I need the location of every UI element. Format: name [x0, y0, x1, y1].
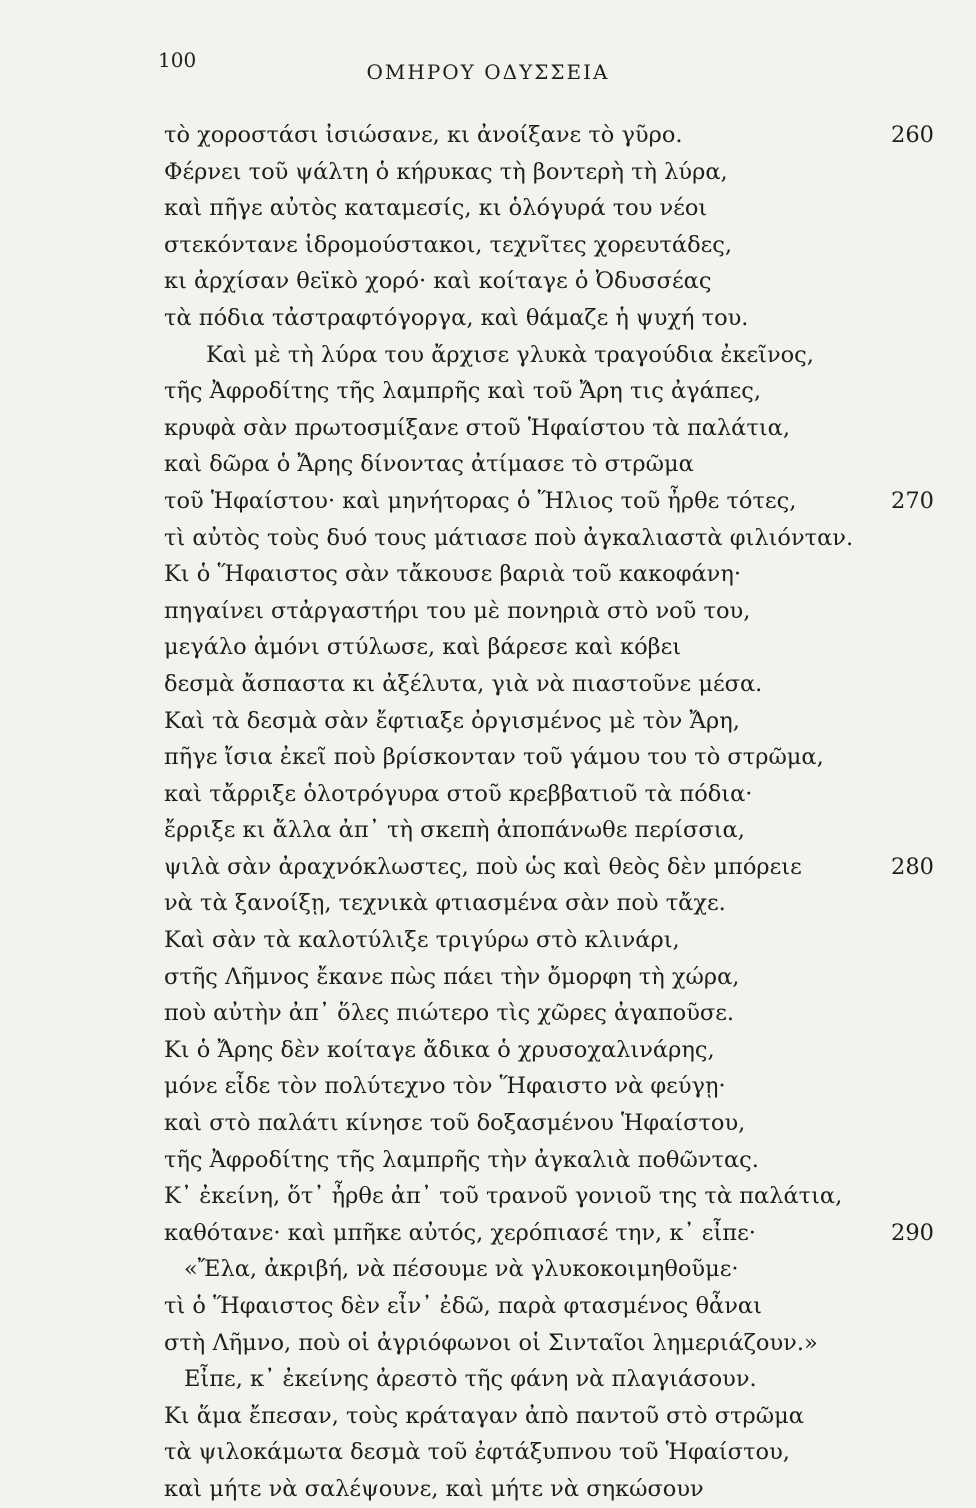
verse-text: καὶ πῆγε αὐτὸς καταμεσίς, κι ὁλόγυρά του νέοι	[164, 195, 708, 222]
verse-text: στὴ Λῆμνο, ποὺ οἱ ἀγριόφωνοι οἱ Σινταῖοι λημεριάζουν.»	[164, 1329, 818, 1356]
verse-line	[164, 117, 944, 154]
verse-text: στῆς Λῆμνος ἔκανε πὼς πάει τὴν ὄμορφη τὴ χώρα,	[164, 963, 740, 990]
verse-text: δεσμὰ ἄσπαστα κι ἀξέλυτα, γιὰ νὰ πιαστοῦνε μέσα.	[164, 670, 763, 697]
verse-text: ψιλὰ σὰν ἀραχνόκλωστες, ποὺ ὡς καὶ θεὸς δὲν μπόρειε	[164, 853, 802, 880]
page-number: 100	[158, 48, 197, 72]
verse-line	[164, 190, 944, 227]
verse-line	[164, 1251, 944, 1288]
verse-line	[164, 1325, 944, 1362]
verse-line	[164, 739, 944, 776]
verse-text: Κ᾽ ἐκείνη, ὅτ᾽ ἦρθε ἀπ᾽ τοῦ τρανοῦ γονιοῦ της τὰ παλάτια,	[164, 1183, 843, 1210]
verse-text: μόνε εἶδε τὸν πολύτεχνο τὸν Ἥφαιστο νὰ φεύγῃ·	[164, 1073, 726, 1100]
verse-line	[164, 1178, 944, 1215]
verse-text: Καὶ σὰν τὰ καλοτύλιξε τριγύρω στὸ κλινάρι,	[164, 927, 680, 954]
verse-text: πῆγε ἴσια ἐκεῖ ποὺ βρίσκονταν τοῦ γάμου του τὸ στρῶμα,	[164, 744, 824, 771]
verse-line	[164, 1215, 944, 1252]
verse-line	[164, 922, 944, 959]
verse-text: «Ἔλα, ἀκριβή, νὰ πέσουμε νὰ γλυκοκοιμηθοῦμε·	[184, 1256, 739, 1283]
verse-text: κρυφὰ σὰν πρωτοσμίξανε στοῦ Ἡφαίστου τὰ παλάτια,	[164, 414, 790, 441]
verse-line	[164, 1361, 944, 1398]
verse-text: μεγάλο ἀμόνι στύλωσε, καὶ βάρεσε καὶ κόβει	[164, 634, 682, 661]
verse-text: Φέρνει τοῦ ψάλτη ὁ κήρυκας τὴ βοντερὴ τὴ λύρα,	[164, 158, 728, 185]
verse-text: στεκόντανε ἱδρομούστακοι, τεχνῖτες χορευτάδες,	[164, 231, 733, 258]
verse-text: πηγαίνει στἀργαστήρι του μὲ πονηριὰ στὸ νοῦ του,	[164, 597, 751, 624]
verse-text: τὸ χοροστάσι ἰσιώσανε, κι ἀνοίξανε τὸ γῦρο.	[164, 122, 683, 148]
verse-text: Κι ὁ Ἥφαιστος σὰν τἄκουσε βαριὰ τοῦ κακοφάνη·	[164, 561, 741, 588]
verse-line	[164, 446, 944, 483]
verse-line	[164, 227, 944, 264]
line-number: 270	[891, 487, 934, 514]
running-title: ΟΜΗΡΟΥ ΟΔΥΣΣΕΙΑ	[366, 60, 610, 84]
verse-block	[164, 117, 944, 1508]
verse-line	[164, 959, 944, 996]
verse-line	[164, 1142, 944, 1179]
verse-text: καὶ μήτε νὰ σαλέψουνε, καὶ μήτε νὰ σηκώσουν	[164, 1475, 704, 1502]
verse-line	[164, 373, 944, 410]
verse-line	[164, 703, 944, 740]
verse-line	[164, 812, 944, 849]
verse-line	[164, 1288, 944, 1325]
verse-text: τοῦ Ἡφαίστου· καὶ μηνήτορας ὁ Ἥλιος τοῦ ἦρθε τότες,	[164, 487, 797, 514]
verse-line	[164, 263, 944, 300]
verse-line	[164, 849, 944, 886]
verse-line	[164, 337, 944, 374]
verse-line	[164, 1032, 944, 1069]
verse-text: Εἶπε, κ᾽ ἐκείνης ἀρεστὸ τῆς φάνη νὰ πλαγιάσουν.	[184, 1366, 757, 1393]
verse-text: τὶ ὁ Ἥφαιστος δὲν εἶν᾽ ἐδῶ, παρὰ φτασμένος θἆναι	[164, 1293, 762, 1319]
verse-line	[164, 1398, 944, 1435]
verse-line	[164, 885, 944, 922]
verse-text: τῆς Ἀφροδίτης τῆς λαμπρῆς καὶ τοῦ Ἄρη τις ἀγάπες,	[164, 378, 761, 405]
verse-line	[164, 300, 944, 337]
verse-line	[164, 629, 944, 666]
verse-text: τὰ πόδια τἀστραφτόγοργα, καὶ θάμαζε ἡ ψυχή του.	[164, 304, 749, 331]
line-number: 280	[891, 853, 934, 880]
verse-line	[164, 995, 944, 1032]
verse-text: Κι ἅμα ἔπεσαν, τοὺς κράταγαν ἀπὸ παντοῦ στὸ στρῶμα	[164, 1402, 804, 1429]
verse-text: τὶ αὐτὸς τοὺς δυό τους μάτιασε ποὺ ἀγκαλιαστὰ φιλιόνταν.	[164, 524, 854, 551]
verse-line	[164, 776, 944, 813]
verse-text: καὶ στὸ παλάτι κίνησε τοῦ δοξασμένου Ἡφαίστου,	[164, 1110, 746, 1137]
verse-line	[164, 410, 944, 447]
verse-text: Καὶ μὲ τὴ λύρα του ἄρχισε γλυκὰ τραγούδια ἐκεῖνος,	[206, 341, 814, 368]
verse-line	[164, 556, 944, 593]
line-number: 260	[891, 122, 934, 148]
verse-text: νὰ τὰ ξανοίξῃ, τεχνικὰ φτιασμένα σὰν ποὺ τἄχε.	[164, 890, 726, 917]
verse-text: ἔρριξε κι ἄλλα ἀπ᾽ τὴ σκεπὴ ἀποπάνωθε περίσσια,	[164, 817, 745, 844]
verse-line	[164, 483, 944, 520]
verse-line	[164, 1068, 944, 1105]
verse-text: τὰ ψιλοκάμωτα δεσμὰ τοῦ ἐφτάξυπνου τοῦ Ἡφαίστου,	[164, 1439, 790, 1466]
verse-text: τῆς Ἀφροδίτης τῆς λαμπρῆς τὴν ἀγκαλιὰ ποθῶντας.	[164, 1146, 759, 1173]
verse-line	[164, 593, 944, 630]
verse-line	[164, 1434, 944, 1471]
verse-text: κι ἀρχίσαν θεϊκὸ χορό· καὶ κοίταγε ὁ Ὀδυσσέας	[164, 268, 712, 295]
verse-text: Κι ὁ Ἄρης δὲν κοίταγε ἄδικα ὁ χρυσοχαλινάρης,	[164, 1036, 715, 1063]
verse-text: καθότανε· καὶ μπῆκε αὐτός, χερόπιασέ την, κ᾽ εἶπε·	[164, 1219, 756, 1246]
verse-line	[164, 520, 944, 557]
line-number: 290	[891, 1219, 934, 1246]
verse-text: ποὺ αὐτὴν ἀπ᾽ ὅλες πιώτερο τὶς χῶρες ἀγαποῦσε.	[164, 1000, 735, 1027]
verse-text: καὶ δῶρα ὁ Ἄρης δίνοντας ἀτίμασε τὸ στρῶμα	[164, 451, 694, 478]
verse-line	[164, 666, 944, 703]
verse-line	[164, 1105, 944, 1142]
verse-line	[164, 154, 944, 191]
verse-line	[164, 1471, 944, 1508]
verse-text: καὶ τἄρριξε ὁλοτρόγυρα στοῦ κρεββατιοῦ τὰ πόδια·	[164, 780, 753, 807]
verse-text: Καὶ τὰ δεσμὰ σὰν ἔφτιαξε ὀργισμένος μὲ τὸν Ἄρη,	[164, 707, 740, 734]
